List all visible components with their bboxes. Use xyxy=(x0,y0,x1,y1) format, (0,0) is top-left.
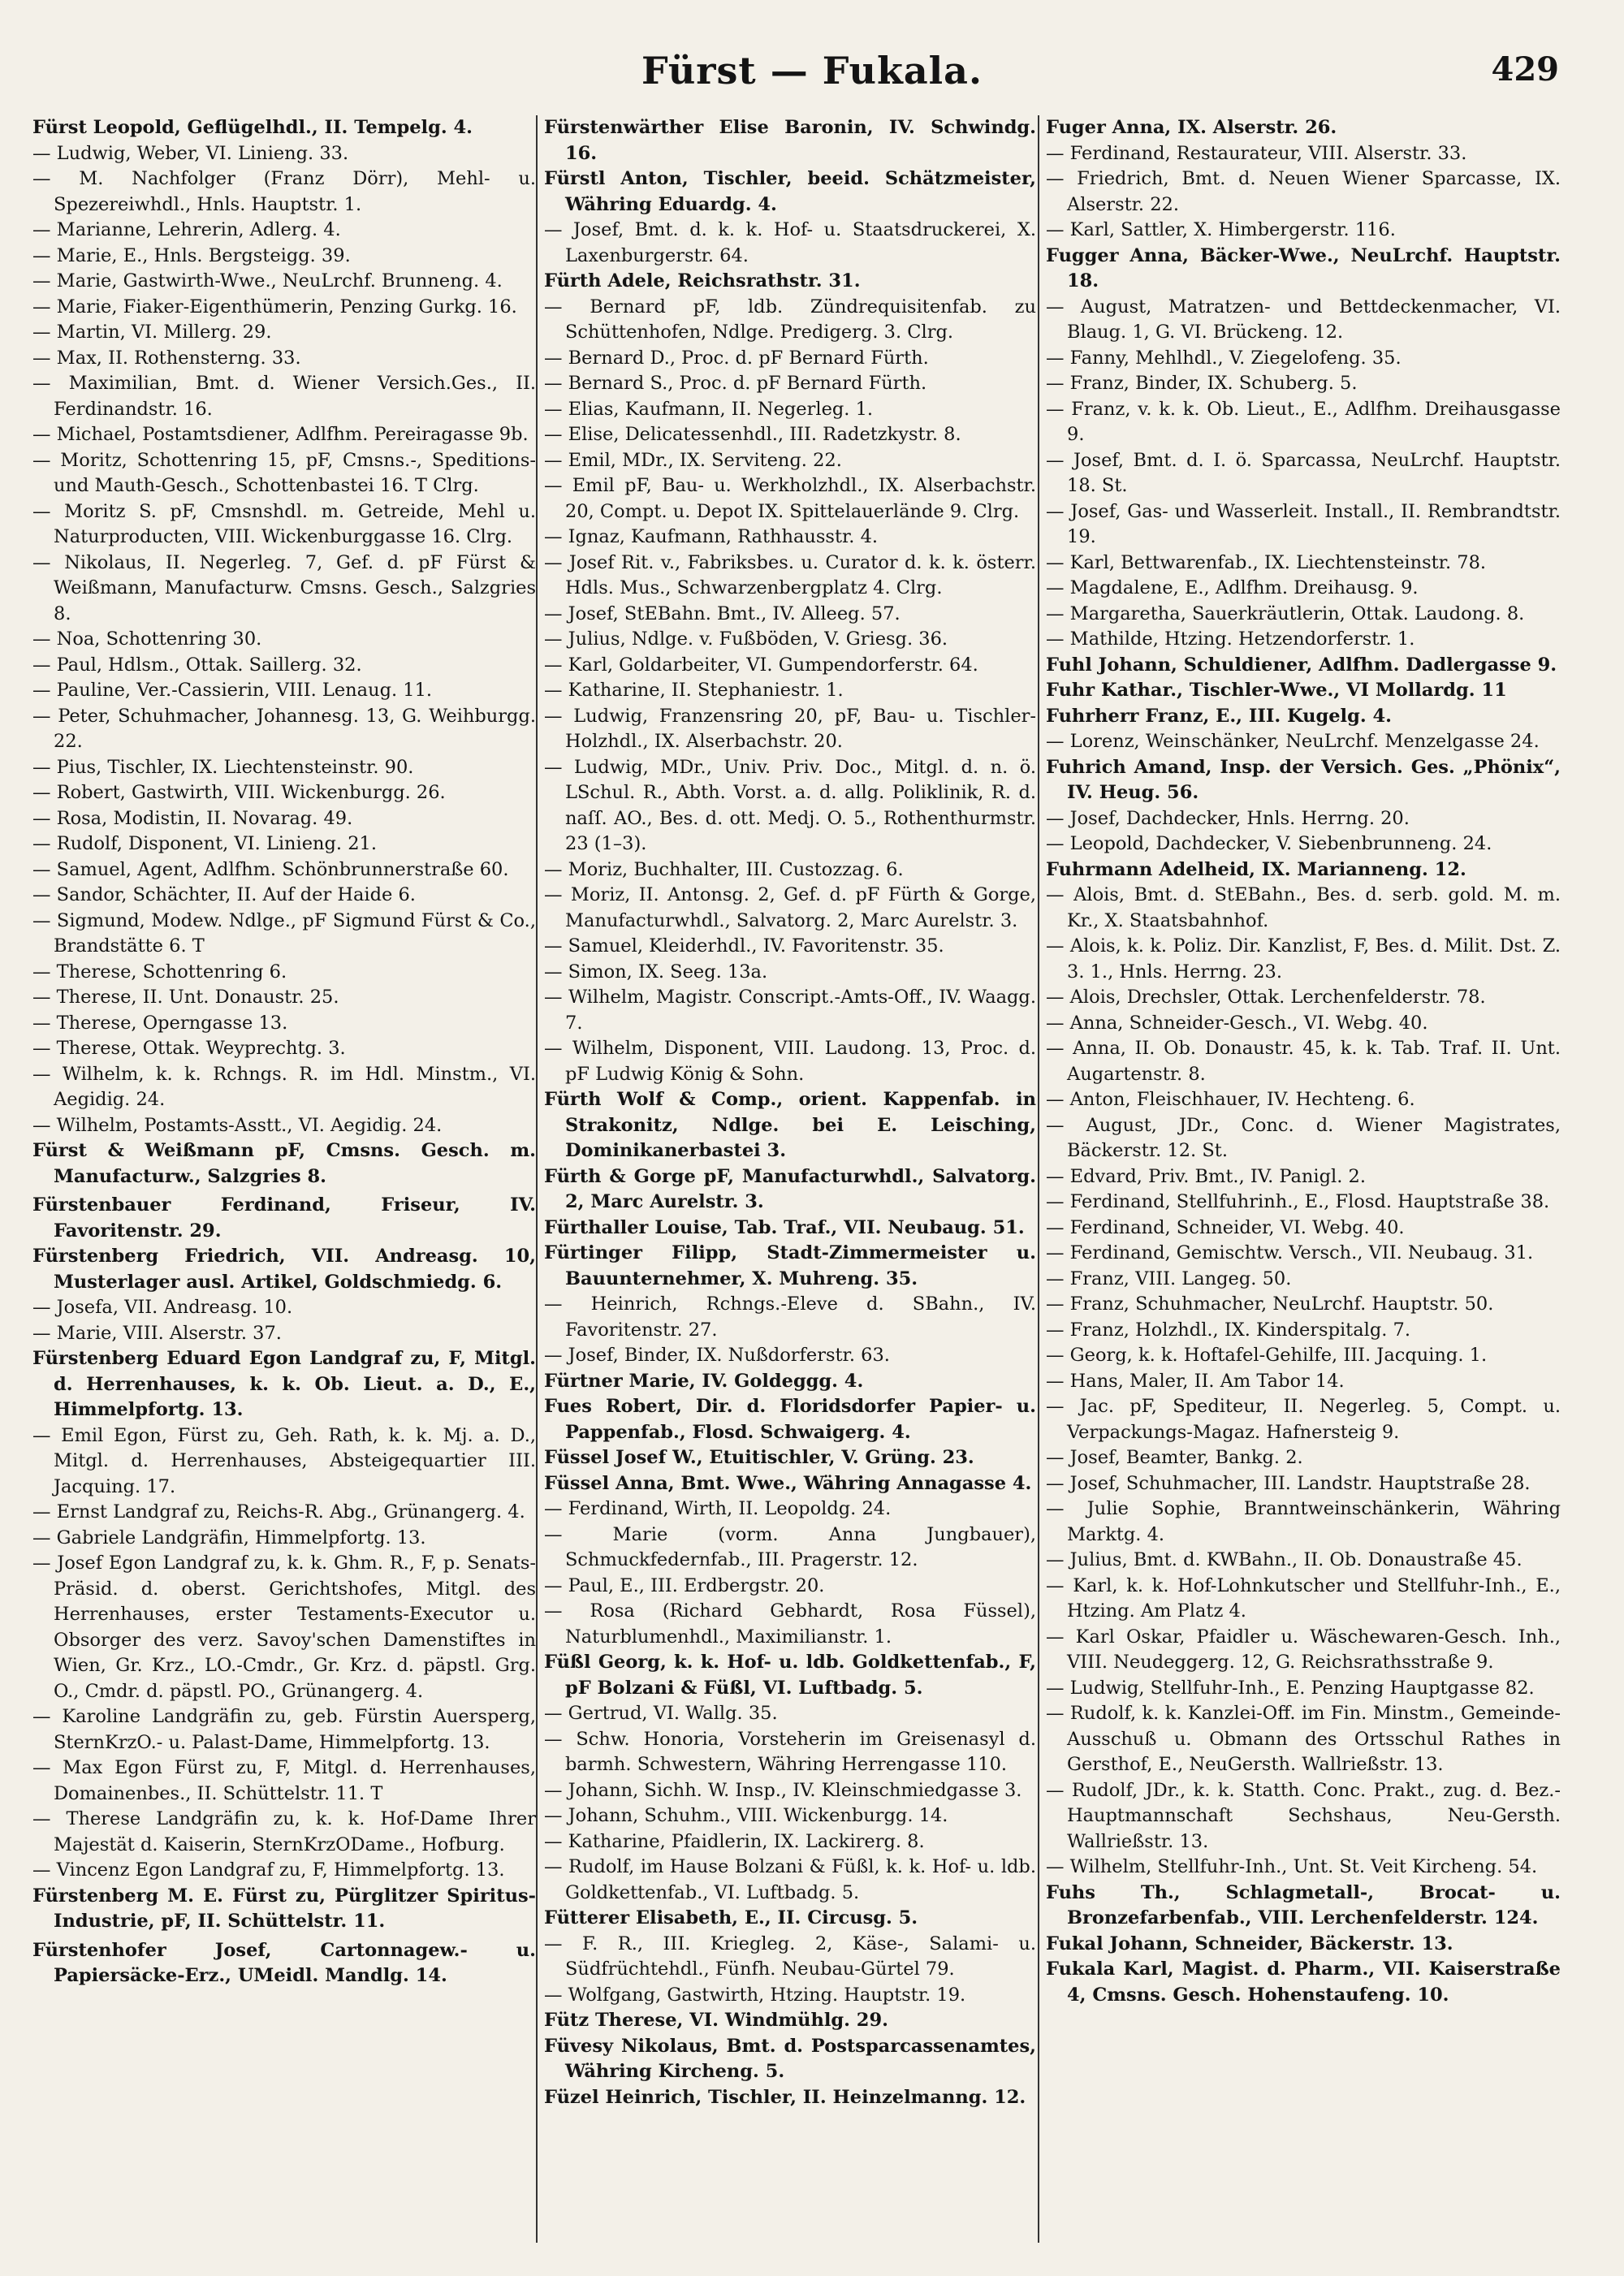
directory-entry: — Ferdinand, Wirth, II. Leopoldg. 24. xyxy=(544,1498,892,1519)
directory-heading-entry: Fürstenberg M. E. Fürst zu, Pürglitzer Spiritus-Industrie, pF, II. Schüttelstr. 11. xyxy=(32,1885,536,1932)
directory-entry: — August, JDr., Conc. d. Wiener Magistrates, Bäckerstr. 12. St. xyxy=(1046,1114,1561,1161)
directory-heading-entry: Fütterer Elisabeth, E., II. Circusg. 5. xyxy=(544,1907,918,1928)
directory-heading-entry: Fuhrherr Franz, E., III. Kugelg. 4. xyxy=(1046,705,1392,727)
directory-entry: — Ernst Landgraf zu, Reichs-R. Abg., Grünangerg. 4. xyxy=(32,1501,525,1522)
directory-heading-entry: Fürth & Gorge pF, Manufacturwhdl., Salvatorg. 2, Marc Aurelstr. 3. xyxy=(544,1165,1036,1212)
running-title: Fürst — Fukala. xyxy=(641,49,983,93)
directory-heading-entry: Fuhr Kathar., Tischler-Wwe., VI Mollardg. 11 xyxy=(1046,680,1507,701)
directory-entry: — Samuel, Agent, Adlfhm. Schönbrunnerstraße 60. xyxy=(32,858,509,880)
directory-entry: — Margaretha, Sauerkräutlerin, Ottak. Laudong. 8. xyxy=(1046,602,1525,624)
directory-entry: — Therese, Schottenring 6. xyxy=(32,961,287,983)
directory-entry: — Marie, VIII. Alserstr. 37. xyxy=(32,1322,282,1344)
directory-heading-entry: Fürtinger Filipp, Stadt-Zimmermeister u. Bauunternehmer, X. Muhreng. 35. xyxy=(544,1242,1036,1289)
directory-entry: — Marianne, Lehrerin, Adlerg. 4. xyxy=(32,219,341,240)
directory-entry: — Bernard S., Proc. d. pF Bernard Fürth. xyxy=(544,373,927,394)
directory-heading-entry: Fuhl Johann, Schuldiener, Adlfhm. Dadlergasse 9. xyxy=(1046,654,1557,676)
directory-entry: — Anna, Schneider-Gesch., VI. Webg. 40. xyxy=(1046,1012,1428,1034)
directory-entry: — Johann, Schuhm., VIII. Wickenburgg. 14. xyxy=(544,1805,948,1826)
directory-heading-entry: Fuhrich Amand, Insp. der Versich. Ges. „Phönix“, IV. Heug. 56. xyxy=(1046,756,1561,803)
directory-entry: — Mathilde, Htzing. Hetzendorferstr. 1. xyxy=(1046,628,1415,650)
directory-entry: — Rudolf, k. k. Kanzlei-Off. im Fin. Minstm., Gemeinde-Ausschuß u. Obmann des Ortsschul Rathes in Gersthof, E., NeuGersth. Wallrießstr. 13. xyxy=(1046,1703,1561,1775)
directory-entry: — Pius, Tischler, IX. Liechtensteinstr. 90. xyxy=(32,756,414,778)
directory-entry: — F. R., III. Kriegleg. 2, Käse-, Salami- u. Südfrüchtehdl., Fünfh. Neubau-Gürtel 79. xyxy=(544,1933,1036,1980)
directory-heading-entry: Fürstenberg Eduard Egon Landgraf zu, F, Mitgl. d. Herrenhauses, k. k. Ob. Lieut. a. D., E., Himmelpfortg. 13. xyxy=(32,1348,536,1420)
directory-entry: — Josef, StEBahn. Bmt., IV. Alleeg. 57. xyxy=(544,602,901,624)
directory-heading-entry: Füßl Georg, k. k. Hof- u. ldb. Goldkettenfab., F, pF Bolzani & Füßl, VI. Luftbadg. 5. xyxy=(544,1652,1036,1699)
directory-entry: — Maximilian, Bmt. d. Wiener Versich.Ges., II. Ferdinandstr. 16. xyxy=(32,373,536,420)
directory-entry: — Franz, v. k. k. Ob. Lieut., E., Adlfhm. Dreihausgasse 9. xyxy=(1046,398,1561,445)
directory-entry: — Johann, Sichh. W. Insp., IV. Kleinschmiedgasse 3. xyxy=(544,1779,1022,1801)
page-header xyxy=(32,49,1592,106)
directory-entry: — Therese, II. Unt. Donaustr. 25. xyxy=(32,987,339,1008)
directory-entry: — Ignaz, Kaufmann, Rathhausstr. 4. xyxy=(544,526,879,547)
directory-entry: — Moriz, Buchhalter, III. Custozzag. 6. xyxy=(544,858,904,880)
directory-entry: — Rudolf, JDr., k. k. Statth. Conc. Prakt., zug. d. Bez.-Hauptmannschaft Sechshaus, Neu-Gersth. Wallrießstr. 13. xyxy=(1046,1779,1561,1852)
directory-entry: — Heinrich, Rchngs.-Eleve d. SBahn., IV. Favoritenstr. 27. xyxy=(544,1293,1036,1341)
directory-heading-entry: Fues Robert, Dir. d. Floridsdorfer Papier- u. Pappenfab., Flosd. Schwaigerg. 4. xyxy=(544,1396,1036,1443)
directory-entry: — Josef, Schuhmacher, III. Landstr. Hauptstraße 28. xyxy=(1046,1472,1531,1494)
directory-heading-entry: Fürst & Weißmann pF, Cmsns. Gesch. m. Manufacturw., Salzgries 8. xyxy=(32,1140,536,1187)
directory-entry: — Wilhelm, k. k. Rchngs. R. im Hdl. Minstm., VI. Aegidig. 24. xyxy=(32,1063,536,1110)
directory-entry: — Sigmund, Modew. Ndlge., pF Sigmund Fürst & Co., Brandstätte 6. T xyxy=(32,909,536,957)
directory-entry: — Karl, Bettwarenfab., IX. Liechtensteinstr. 78. xyxy=(1046,551,1487,573)
directory-entry: — Michael, Postamtsdiener, Adlfhm. Pereiragasse 9b. xyxy=(32,424,529,445)
directory-entry: — Edvard, Priv. Bmt., IV. Panigl. 2. xyxy=(1046,1165,1366,1187)
directory-heading-entry: Fuhs Th., Schlagmetall-, Brocat- u. Bronzefarbenfab., VIII. Lerchenfelderstr. 124. xyxy=(1046,1881,1561,1928)
directory-entry: — Karl, k. k. Hof-Lohnkutscher und Stellfuhr-Inh., E., Htzing. Am Platz 4. xyxy=(1046,1574,1561,1622)
directory-entry: — Josef, Bmt. d. I. ö. Sparcassa, NeuLrchf. Hauptstr. 18. St. xyxy=(1046,449,1561,496)
directory-heading-entry: Fürstl Anton, Tischler, beeid. Schätzmeister, Währing Eduardg. 4. xyxy=(544,168,1036,215)
directory-entry: — Peter, Schuhmacher, Johannesg. 13, G. Weihburgg. 22. xyxy=(32,705,536,752)
directory-entry: — Wolfgang, Gastwirth, Htzing. Hauptstr. 19. xyxy=(544,1984,966,2006)
directory-entry: — M. Nachfolger (Franz Dörr), Mehl- u. Spezereiwhdl., Hnls. Hauptstr. 1. xyxy=(32,168,536,215)
directory-entry: — Franz, Holzhdl., IX. Kinderspitalg. 7. xyxy=(1046,1319,1411,1341)
directory-entry: — Elias, Kaufmann, II. Negerleg. 1. xyxy=(544,398,874,420)
directory-heading-entry: Fürthaller Louise, Tab. Traf., VII. Neubaug. 51. xyxy=(544,1216,1025,1238)
directory-entry: — Therese Landgräfin zu, k. k. Hof-Dame Ihrer Majestät d. Kaiserin, SternKrzODame., Hofburg. xyxy=(32,1808,536,1855)
directory-entry: — Ludwig, Weber, VI. Linieng. 33. xyxy=(32,142,349,164)
directory-heading-entry: Füvesy Nikolaus, Bmt. d. Postsparcassenamtes, Währing Kircheng. 5. xyxy=(544,2035,1036,2082)
directory-entry: — Karoline Landgräfin zu, geb. Fürstin Auersperg, SternKrzO.- u. Palast-Dame, Himmelpfortg. 13. xyxy=(32,1706,536,1753)
directory-heading-entry: Fugger Anna, Bäcker-Wwe., NeuLrchf. Hauptstr. 18. xyxy=(1046,244,1561,292)
directory-entry: — Therese, Ottak. Weyprechtg. 3. xyxy=(32,1038,346,1059)
directory-entry: — Franz, Schuhmacher, NeuLrchf. Hauptstr. 50. xyxy=(1046,1293,1494,1315)
directory-entry: — Anna, II. Ob. Donaustr. 45, k. k. Tab. Traf. II. Unt. Augartenstr. 8. xyxy=(1046,1038,1561,1085)
directory-entry: — Karl Oskar, Pfaidler u. Wäschewaren-Gesch. Inh., VIII. Neudeggerg. 12, G. Reichsrathsstraße 9. xyxy=(1046,1626,1561,1673)
directory-entry: — Ferdinand, Schneider, VI. Webg. 40. xyxy=(1046,1216,1405,1238)
directory-entry: — Max Egon Fürst zu, F, Mitgl. d. Herrenhauses, Domainenbes., II. Schüttelstr. 11. T xyxy=(32,1757,536,1804)
directory-heading-entry: Fuger Anna, IX. Alserstr. 26. xyxy=(1046,117,1337,138)
directory-entry: — Josef, Beamter, Bankg. 2. xyxy=(1046,1447,1303,1468)
directory-entry: — Hans, Maler, II. Am Tabor 14. xyxy=(1046,1370,1345,1392)
directory-entry: — Emil, MDr., IX. Servitenɡ. 22. xyxy=(544,449,842,471)
directory-heading-entry: Fürth Wolf & Comp., orient. Kappenfab. in Strakonitz, Ndlge. bei E. Leisching, Dominikanerbastei 3. xyxy=(544,1089,1036,1161)
directory-entry: — Elise, Delicatessenhdl., III. Radetzkystr. 8. xyxy=(544,424,961,445)
directory-heading-entry: Fuhrmann Adelheid, IX. Marianneng. 12. xyxy=(1046,858,1466,880)
directory-entry: — Wilhelm, Postamts-Asstt., VI. Aegidig. 24. xyxy=(32,1114,443,1136)
page-number: 429 xyxy=(1491,50,1559,89)
directory-entry: — August, Matratzen- und Bettdeckenmacher, VI. Blaug. 1, G. VI. Brückeng. 12. xyxy=(1046,296,1561,343)
directory-entry: — Katharine, Pfaidlerin, IX. Lackirerg. 8. xyxy=(544,1830,925,1852)
directory-page xyxy=(32,49,1592,2257)
directory-entry: — Marie (vorm. Anna Jungbauer), Schmuckfedernfab., III. Pragerstr. 12. xyxy=(544,1523,1036,1570)
directory-entry: — Friedrich, Bmt. d. Neuen Wiener Sparcasse, IX. Alserstr. 22. xyxy=(1046,168,1561,215)
directory-entry: — Wilhelm, Disponent, VIII. Laudong. 13, Proc. d. pF Ludwig König & Sohn. xyxy=(544,1038,1036,1085)
directory-entry: — Ferdinand, Gemischtw. Versch., VII. Neubaug. 31. xyxy=(1046,1242,1534,1263)
directory-heading-entry: Fukala Karl, Magist. d. Pharm., VII. Kaiserstraße 4, Cmsns. Gesch. Hohenstaufeng. 10. xyxy=(1046,1959,1561,2006)
directory-entry: — Julius, Ndlge. v. Fußböden, V. Griesg. 36. xyxy=(544,628,948,650)
directory-entry: — Paul, E., III. Erdbergstr. 20. xyxy=(544,1574,825,1596)
directory-entry: — Moritz S. pF, Cmsnshdl. m. Getreide, Mehl u. Naturproducten, VIII. Wickenburggasse 16. Clrg. xyxy=(32,500,536,547)
directory-entry: — Therese, Operngasse 13. xyxy=(32,1012,288,1034)
directory-heading-entry: Füssel Anna, Bmt. Wwe., Währing Annagasse 4. xyxy=(544,1472,1032,1494)
directory-entry: — Marie, E., Hnls. Bergsteigg. 39. xyxy=(32,244,351,266)
directory-entry: — Fanny, Mehlhdl., V. Ziegelofeng. 35. xyxy=(1046,347,1402,369)
directory-entry: — Julius, Bmt. d. KWBahn., II. Ob. Donaustraße 45. xyxy=(1046,1549,1522,1570)
directory-entry: — Josef, Bmt. d. k. k. Hof- u. Staatsdruckerei, X. Laxenburgerstr. 64. xyxy=(544,219,1036,266)
directory-entry: — Gertrud, VI. Wallg. 35. xyxy=(544,1703,778,1724)
directory-entry: — Gabriele Landgräfin, Himmelpfortg. 13. xyxy=(32,1527,426,1548)
directory-entry: — Moritz, Schottenring 15, pF, Cmsns.-, Speditions- und Mauth-Gesch., Schottenbastei 16. T Clrg. xyxy=(32,449,536,496)
directory-entry: — Alois, Drechsler, Ottak. Lerchenfelderstr. 78. xyxy=(1046,987,1486,1008)
directory-entry: — Ludwig, MDr., Univ. Priv. Doc., Mitgl. d. n. ö. LSchul. R., Abth. Vorst. a. d. allg. Poliklinik, R. d. naſſ. AO., Bes. d. ott. Medj. O. 5., Rothenthurmstr. 23 (1–3). xyxy=(544,756,1036,854)
directory-entry: — Marie, Fiaker-Eigenthümerin, Penzing Gurkg. 16. xyxy=(32,296,517,317)
directory-entry: — Bernard pF, ldb. Zündrequisitenfab. zu Schüttenhofen, Ndlge. Predigerg. 3. Clrg. xyxy=(544,296,1036,343)
directory-entry: — Schw. Honoria, Vorsteherin im Greisenasyl d. barmh. Schwestern, Währing Herrengasse 110. xyxy=(544,1728,1036,1775)
directory-entry: — Josef Egon Landgraf zu, k. k. Ghm. R., F, p. Senats-Präsid. d. oberst. Gerichtshofes, Mitgl. des Herrenhauses, erster Testaments-Executor u. Obsorger des verz. Savoy'schen Damenstiftes in Wien, Gr. Krz., LO.-Cmdr., Gr. Krz. d. päpstl. Grg. O., Cmdr. d. päpstl. PO., Grünangerg. 4. xyxy=(32,1553,536,1702)
directory-entry: — Wilhelm, Magistr. Conscript.-Amts-Off., IV. Waagg. 7. xyxy=(544,987,1036,1034)
directory-entry: — Ludwig, Stellfuhr-Inh., E. Penzing Hauptgasse 82. xyxy=(1046,1677,1535,1699)
directory-heading-entry: Fürstenbauer Ferdinand, Friseur, IV. Favoritenstr. 29. xyxy=(32,1194,536,1242)
directory-entry: — Lorenz, Weinschänker, NeuLrchf. Menzelgasse 24. xyxy=(1046,731,1540,752)
directory-heading-entry: Füssel Josef W., Etuitischler, V. Grüng. 23. xyxy=(544,1447,974,1468)
directory-entry: — Moriz, II. Antonsg. 2, Gef. d. pF Fürth & Gorge, Manufacturwhdl., Salvatorg. 2, Marc Aurelstr. 3. xyxy=(544,884,1036,931)
directory-entry: — Jac. pF, Spediteur, II. Negerleg. 5, Compt. u. Verpackungs-Magaz. Hafnersteig 9. xyxy=(1046,1396,1561,1443)
directory-entry: — Nikolaus, II. Negerleg. 7, Gef. d. pF Fürst & Weißmann, Manufacturw. Cmsns. Gesch., Salzgries 8. xyxy=(32,551,536,624)
directory-entry: — Ferdinand, Stellfuhrinh., E., Flosd. Hauptstraße 38. xyxy=(1046,1191,1550,1212)
directory-entry: — Julie Sophie, Branntweinschänkerin, Währing Marktg. 4. xyxy=(1046,1498,1561,1545)
directory-entry: — Bernard D., Proc. d. pF Bernard Fürth. xyxy=(544,347,929,369)
directory-entry: — Sandor, Schächter, II. Auf der Haide 6. xyxy=(32,884,416,905)
directory-heading-entry: Fürtner Marie, IV. Goldeggg. 4. xyxy=(544,1370,864,1392)
directory-entry: — Magdalene, E., Adlfhm. Dreihausg. 9. xyxy=(1046,577,1419,598)
directory-entry: — Leopold, Dachdecker, V. Siebenbrunneng. 24. xyxy=(1046,833,1492,854)
directory-entry: — Rudolf, Disponent, VI. Linieng. 21. xyxy=(32,833,377,854)
directory-entry: — Martin, VI. Millerg. 29. xyxy=(32,322,272,343)
directory-entry: — Pauline, Ver.-Cassierin, VIII. Lenaug. 11. xyxy=(32,680,433,701)
directory-heading-entry: Fütz Therese, VI. Windmühlg. 29. xyxy=(544,2010,888,2031)
directory-heading-entry: Fürstenwärther Elise Baronin, IV. Schwindg. 16. xyxy=(544,117,1036,164)
directory-entry: — Josefa, VII. Andreasg. 10. xyxy=(32,1297,293,1318)
directory-entry: — Emil pF, Bau- u. Werkholzhdl., IX. Alserbachstr. 20, Compt. u. Depot IX. Spittelauerlände 9. Clrg. xyxy=(544,475,1036,522)
directory-entry: — Josef, Binder, IX. Nußdorferstr. 63. xyxy=(544,1345,890,1366)
column-middle xyxy=(536,115,1036,2243)
directory-heading-entry: Fürth Adele, Reichsrathstr. 31. xyxy=(544,270,861,292)
directory-heading-entry: Fürstenberg Friedrich, VII. Andreasg. 10, Musterlager ausl. Artikel, Goldschmiedg. 6. xyxy=(32,1246,536,1293)
directory-heading-entry: Fürstenhofer Josef, Cartonnagew.- u. Papiersäcke-Erz., UMeidl. Mandlg. 14. xyxy=(32,1939,536,1986)
directory-entry: — Josef, Gas- und Wasserleit. Install., II. Rembrandtstr. 19. xyxy=(1046,500,1561,547)
column-right xyxy=(1038,115,1561,2243)
directory-entry: — Emil Egon, Fürst zu, Geh. Rath, k. k. Mj. a. D., Mitgl. d. Herrenhauses, Absteigequartier III. Jacquing. 17. xyxy=(32,1424,536,1497)
directory-entry: — Rudolf, im Hause Bolzani & Füßl, k. k. Hof- u. ldb. Goldkettenfab., VI. Luftbadg. 5. xyxy=(544,1856,1036,1903)
directory-entry: — Simon, IX. Seeg. 13a. xyxy=(544,961,768,983)
directory-entry: — Alois, k. k. Poliz. Dir. Kanzlist, F, Bes. d. Milit. Dst. Z. 3. 1., Hnls. Herrng. 23. xyxy=(1046,935,1561,983)
directory-heading-entry: Fürst Leopold, Geflügelhdl., II. Tempelg. 4. xyxy=(32,117,473,138)
directory-entry: — Samuel, Kleiderhdl., IV. Favoritenstr. 35. xyxy=(544,935,944,957)
directory-heading-entry: Füzel Heinrich, Tischler, II. Heinzelmanng. 12. xyxy=(544,2086,1026,2108)
directory-entry: — Josef Rit. v., Fabriksbes. u. Curator d. k. k. österr. Hdls. Mus., Schwarzenbergplatz 4. Clrg. xyxy=(544,551,1036,598)
directory-entry: — Karl, Sattler, X. Himbergerstr. 116. xyxy=(1046,219,1396,240)
directory-entry: — Anton, Fleischhauer, IV. Hechteng. 6. xyxy=(1046,1089,1415,1110)
column-left xyxy=(32,115,536,2243)
directory-entry: — Robert, Gastwirth, VIII. Wickenburgg. 26. xyxy=(32,782,446,803)
directory-entry: — Ludwig, Franzensring 20, pF, Bau- u. Tischler-Holzhdl., IX. Alserbachstr. 20. xyxy=(544,705,1036,752)
directory-entry: — Franz, Binder, IX. Schuberg. 5. xyxy=(1046,373,1358,394)
directory-entry: — Rosa, Modistin, II. Novarag. 49. xyxy=(32,807,353,829)
directory-entry: — Marie, Gastwirth-Wwe., NeuLrchf. Brunneng. 4. xyxy=(32,270,503,292)
directory-entry: — Georg, k. k. Hoftafel-Gehilfe, III. Jacquing. 1. xyxy=(1046,1345,1488,1366)
directory-entry: — Max, II. Rothensterng. 33. xyxy=(32,347,301,369)
directory-heading-entry: Fukal Johann, Schneider, Bäckerstr. 13. xyxy=(1046,1933,1453,1954)
directory-entry: — Wilhelm, Stellfuhr-Inh., Unt. St. Veit Kircheng. 54. xyxy=(1046,1856,1538,1877)
directory-entry: — Franz, VIII. Langeg. 50. xyxy=(1046,1268,1292,1289)
directory-entry: — Alois, Bmt. d. StEBahn., Bes. d. serb. gold. M. m. Kr., X. Staatsbahnhof. xyxy=(1046,884,1561,931)
directory-entry: — Ferdinand, Restaurateur, VIII. Alserstr. 33. xyxy=(1046,142,1467,164)
directory-entry: — Josef, Dachdecker, Hnls. Herrng. 20. xyxy=(1046,807,1410,829)
directory-entry: — Paul, Hdlsm., Ottak. Saillerg. 32. xyxy=(32,654,362,676)
directory-entry: — Noa, Schottenring 30. xyxy=(32,628,262,650)
directory-entry: — Vincenz Egon Landgraf zu, F, Himmelpfortg. 13. xyxy=(32,1859,505,1881)
directory-entry: — Katharine, II. Stephaniestr. 1. xyxy=(544,680,844,701)
directory-entry: — Rosa (Richard Gebhardt, Rosa Füssel), Naturblumenhdl., Maximilianstr. 1. xyxy=(544,1600,1036,1648)
directory-entry: — Karl, Goldarbeiter, VI. Gumpendorferstr. 64. xyxy=(544,654,978,676)
